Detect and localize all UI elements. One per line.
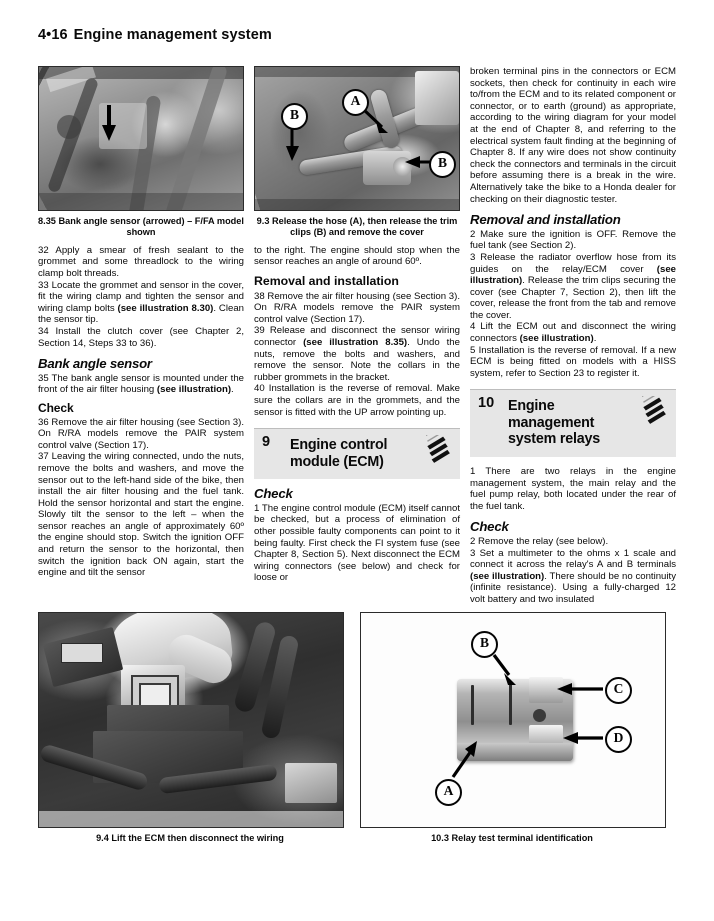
- paragraph-37-continued: to the right. The engine should stop when the sensor reaches an angle of around 60º.: [254, 244, 460, 268]
- heading-check-col3: Check: [470, 519, 509, 535]
- section-9-number: 9: [262, 434, 271, 451]
- paragraph-4-ecm: [470, 321, 676, 344]
- p39-text-a: 39 Release and disconnect the sensor wiring connector: [254, 325, 460, 348]
- p3-text-c: . Release the trim clips securing the cover (see Chapter 7, Section 2), then lift the cover, release the front from the tab and remove the cover.: [470, 275, 676, 321]
- page-header: [38, 27, 272, 43]
- page-folio: 4•16: [38, 27, 68, 43]
- paragraph-1-continued: broken terminal pins in the connectors or ECM sockets, then check for continuity in each wire to/from the ECM and to its related component or connector, or to earth (ground) as appropriate, according to the wiring diagram for your model at the end of Chapter 8, and referring to the electrical system fault finding at the beginning of Chapter 8. If any wire does not show continuity check the connectors and terminals in the circuit before assuming there is a break in the wire. Alternatively take the bike to a Honda dealer for checking on their diagnostic tester.: [470, 66, 676, 205]
- paragraph-34: 34 Install the clutch cover (see Chapter 2, Section 14, Steps 33 to 36).: [38, 325, 244, 349]
- p39-text-c: . Undo the nuts, remove the bolts and washers, and remove the sensor. Note the collars in the rubber grommets in the bracket.: [254, 336, 460, 383]
- figure-10-3-leader-lines: [361, 613, 665, 827]
- heading-bank-angle-sensor: Bank angle sensor: [38, 356, 152, 372]
- p3-ref: (see illustration): [470, 263, 676, 287]
- p4-text-c: .: [593, 333, 597, 345]
- p4-ref: (see illustration): [519, 333, 594, 345]
- figure-10-3-block: [360, 612, 666, 844]
- heading-removal-installation-col2: Removal and installation: [254, 274, 399, 288]
- paragraph-2-relays: 2 Remove the relay (see below).: [470, 535, 609, 547]
- callout-A-fig103: A: [435, 779, 462, 806]
- column-three: [470, 66, 676, 605]
- arrow-marker-icon: [39, 67, 243, 210]
- figure-8-35-photo: [38, 66, 244, 211]
- figure-9-3-photo: [254, 66, 460, 211]
- p35-ref: (see illustration): [156, 384, 232, 396]
- page-title: Engine management system: [73, 27, 272, 43]
- paragraph-1-ecm: 1 The engine control module (ECM) itself cannot be checked, but a process of elimination of other possible faulty components can point to it being faulty. First check the FI system fuse (see Chapter 8, Section 5). Next disconnect the ECM wiring connectors (see below) and check for loose or: [254, 502, 460, 584]
- column-one: [38, 66, 244, 579]
- section-9-title: Engine control module (ECM): [290, 437, 388, 470]
- section-10-number: 10: [478, 395, 495, 412]
- figure-10-3-photo: [360, 612, 666, 828]
- figure-9-4-photo: [38, 612, 344, 828]
- paragraph-38: 38 Remove the air filter housing (see Section 3). On R/RA models remove the PAIR system control valve (Section 17).: [254, 290, 460, 325]
- paragraph-1-relays: 1 There are two relays in the engine management system, the main relay and the fuel pump relay, both located under the rear of the fuel tank.: [470, 465, 676, 512]
- spanner-rating-icon: [426, 435, 454, 473]
- p3-text-a: 3 Release the radiator overflow hose from its guides on the relay/ECM cover: [470, 251, 676, 275]
- p39-ref: (see illustration 8.35): [303, 336, 408, 348]
- section-10-title: Engine management system relays: [508, 398, 600, 448]
- spanner-rating-icon-2: [642, 396, 670, 434]
- p35-text-c: .: [231, 384, 234, 396]
- section-10-heading-box: [470, 389, 676, 457]
- heading-check-col1: Check: [38, 400, 74, 415]
- callout-D-fig103: D: [605, 726, 632, 753]
- paragraph-36: 36 Remove the air filter housing (see Section 3). On R/RA models remove the PAIR system control valve (Section 17).: [38, 416, 244, 451]
- p3r-ref: (see illustration): [470, 570, 545, 582]
- figure-9-4-block: [38, 612, 344, 844]
- paragraph-2-ecm: 2 Make sure the ignition is OFF. Remove the fuel tank (see Section 2).: [470, 228, 676, 252]
- figure-9-4-caption: 9.4 Lift the ECM then disconnect the wiring: [96, 833, 284, 843]
- p3r-text-c: . There should be no continuity (infinite resistance). Using a fully-charged 12 volt battery and two insulated: [470, 570, 676, 605]
- column-two: [254, 66, 460, 584]
- paragraph-3-relays: [470, 548, 676, 606]
- p3r-text-a: 3 Set a multimeter to the ohms x 1 scale and connect it across the relay's A and B terminals: [470, 547, 676, 571]
- heading-removal-installation-col3: Removal and installation: [470, 212, 621, 228]
- paragraph-40: 40 Installation is the reverse of removal. Make sure the collars are in the grommets, and the sensor is fitted with the UP arrow pointing up.: [254, 383, 460, 418]
- paragraph-35: [38, 373, 244, 396]
- callout-B-right-fig93: B: [429, 151, 456, 178]
- figure-9-3-caption: 9.3 Release the hose (A), then release the trim clips (B) and remove the cover: [256, 216, 458, 238]
- callout-A-fig93: A: [342, 89, 369, 116]
- paragraph-5-ecm: 5 Installation is the reverse of removal. If a new ECM is being fitted on models with a HISS system, refer to Section 23 to register it.: [470, 344, 676, 379]
- paragraph-37: 37 Leaving the wiring connected, undo the nuts, remove the bolts and washers, and move the sensor out to the left-hand side of the bike, then install the air filter housing and the fuel tank. Hold the sensor horizontal and start the engine. Slowly tilt the sensor to the left – when the sensor reaches an angle of approximately 60º the engine should stop. Switch the ignition OFF and return the sensor to the horizontal, then switch the ignition back ON again, start the engine and tilt the sensor: [38, 451, 244, 579]
- section-9-heading-box: [254, 428, 460, 479]
- paragraph-39: [254, 325, 460, 383]
- p4-text-a: 4 Lift the ECM out and disconnect the wiring connectors: [470, 321, 676, 345]
- paragraph-33: [38, 280, 244, 326]
- callout-C-fig103: C: [605, 677, 632, 704]
- callout-B-fig103: B: [471, 631, 498, 658]
- paragraph-3-ecm: [470, 252, 676, 322]
- p35-text-a: 35 The bank angle sensor is mounted under the front of the air filter housing: [38, 372, 244, 396]
- paragraph-32: 32 Apply a smear of fresh sealant to the grommet and some threadlock to the wiring clamp bolt threads.: [38, 244, 244, 279]
- p33-ref: (see illustration 8.30): [117, 302, 214, 314]
- callout-B-left-fig93: B: [281, 103, 308, 130]
- figure-10-3-caption: 10.3 Relay test terminal identification: [431, 833, 593, 843]
- p33-text-a: 33 Locate the grommet and sensor in the cover, fit the wiring clamp and tighten the sensor and wiring clamp bolts: [38, 279, 244, 314]
- heading-check-col2: Check: [254, 486, 293, 502]
- figure-8-35-caption: 8.35 Bank angle sensor (arrowed) – F/FA model shown: [38, 216, 244, 238]
- p33-text-c: . Clean the sensor tip.: [38, 302, 244, 326]
